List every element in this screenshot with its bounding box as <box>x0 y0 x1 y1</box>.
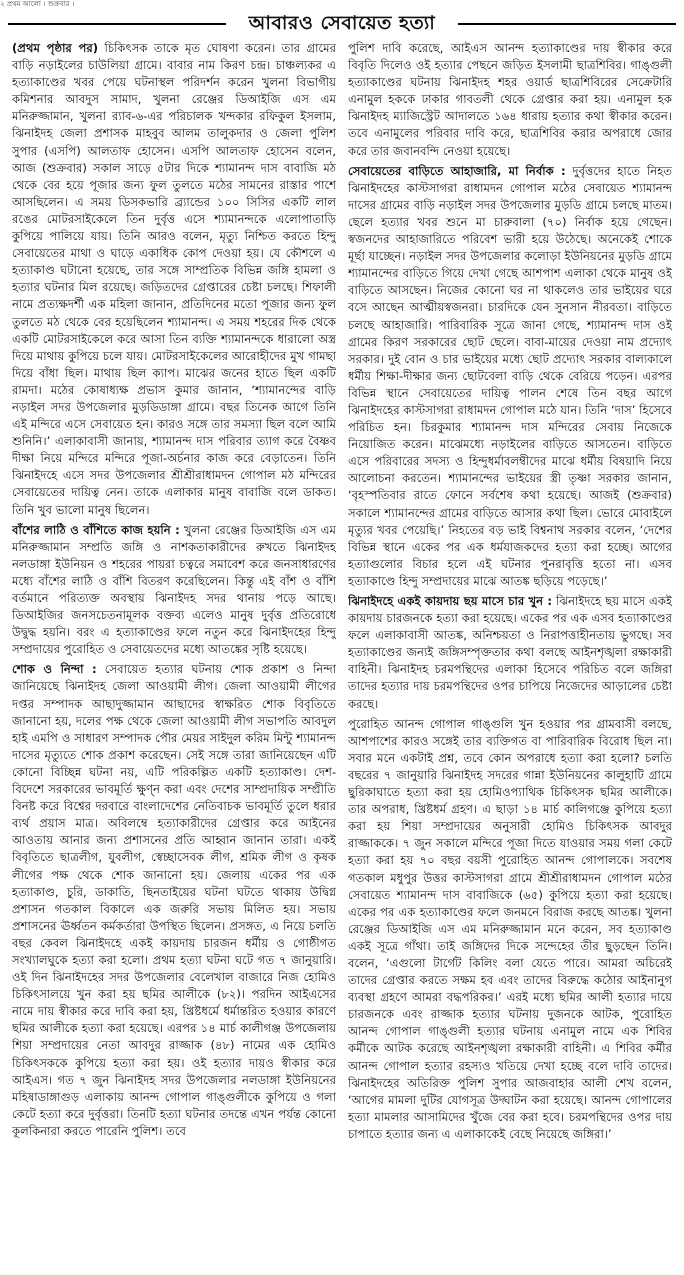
headline-bar <box>8 10 676 36</box>
paragraph-text: ঝিনাইদহে ছয় মাসে একই কায়দায় চারজনকে হত্যা করা হয়েছে। একের পর এক এসব হত্যাকাণ্ডের ফলে এলাকাবাসী আতঙ্ক, অনিশ্চয়তা ও নিরাপত্তাহীনতায় ভুগছে। সব হত্যাকাণ্ডের জন্যই জঙ্গিসম্পৃক্ততার কথা বলছে আইনশৃঙ্খলা রক্ষাকারী বাহিনী। ঝিনাইদহ চরমপন্থিদের এলাকা হিসেবে পরিচিত বলে জঙ্গিরা তাদের হত্যার দায় চরমপন্থিদের ওপর চাপিয়ে নিজেদের আড়ালের চেষ্টা করছে। <box>348 594 672 711</box>
paragraph <box>348 716 672 1143</box>
paragraph <box>348 593 672 713</box>
headline-rule-left <box>8 23 226 25</box>
paragraph-text: সেবায়েত হত্যার ঘটনায় শোক প্রকাশ ও নিন্দা জানিয়েছে ঝিনাইদহ জেলা আওয়ামী লীগ। জেলা আওয়ামী লীগের দপ্তর সম্পাদক আছাদুজ্জামান আছাদের স্বাক্ষরিত শোক বিবৃতিতে জানানো হয়, দলের পক্ষ থেকে জেলা আওয়ামী লীগ সভাপতি আবদুল হাই এমপি ও সাধারণ সম্পাদক পৌর মেয়র সাইদুল করিম মিন্টু শ্যামানন্দ দাসের মৃত্যুতে শোক প্রকাশ করেছেন। সেই সঙ্গে তারা জানিয়েছেন এটি কোনো বিচ্ছিন্ন ঘটনা নয়, এটি পরিকল্পিত একটি হত্যাকাণ্ড। দেশ-বিদেশে সরকারের ভাবমূর্তি ক্ষুণ্ন করা এবং দেশের সাম্প্রদায়িক সম্প্রীতি বিনষ্ট করে বিশ্বের দরবারে বাংলাদেশের নেতিবাচক ভাবমূর্তি তুলে ধরার ব্যর্থ প্রয়াস মাত্র। অবিলম্বে হত্যাকারীদের গ্রেপ্তার করে আইনের আওতায় আনার জন্য প্রশাসনের প্রতি আহ্বান জানান তারা। একই বিবৃতিতে ছাত্রলীগ, যুবলীগ, স্বেচ্ছাসেবক লীগ, শ্রমিক লীগ ও কৃষক লীগের পক্ষ থেকে শোক জানানো হয়। জেলায় একের পর এক হত্যাকাণ্ড, চুরি, ডাকাতি, ছিনতাইয়ের ঘটনা ঘটতে থাকায় উদ্বিগ্ন প্রশাসন গতকাল বিকালে এক জরুরি সভায় মিলিত হয়। সভায় প্রশাসনের ঊর্ধ্বতন কর্মকর্তারা উপস্থিত ছিলেন। প্রসঙ্গত, এ নিয়ে চলতি বছর কেবল ঝিনাইদহে একই কায়দায় চারজন ধর্মীয় ও গোষ্ঠীগত সংখ্যালঘুকে হত্যা করা হলো। প্রথম হত্যা ঘটনা ঘটে গত ৭ জানুয়ারি। ওই দিন ঝিনাইদহের সদর উপজেলার বেলেখাল বাজারে নিজ হোমিও চিকিৎসালয়ে খুন করা হয় ছমির আলীকে (৮২)। পরদিন আইএসের নামে দায় স্বীকার করে দাবি করা হয়, খ্রিষ্টধর্মে ধর্মান্তরিত হওয়ার কারণে ছমির আলীকে হত্যা করা হয়েছে। এরপর ১৪ মার্চ কালীগঞ্জ উপজেলায় শিয়া সম্প্রদায়ের নেতা আবদুর রাজ্জাক (৪৮) নামের এক হোমিও চিকিৎসককে কুপিয়ে হত্যা করা হয়। ওই হত্যার দায়ও স্বীকার করে আইএস। গত ৭ জুন ঝিনাইদহ সদর উপজেলার নলডাঙ্গা ইউনিয়নের মহিষাডাঙ্গাগুড় এলাকায় আনন্দ গোপাল গাঙ্গুলীকে কুপিয়ে ও গলা কেটে হত্যা করে দুর্বৃত্তরা। তিনটি হত্যা ঘটনার তদন্তে এখন পর্যন্ত কোনো কূলকিনারা করতে পারেনি পুলিশ। তবে <box>12 662 336 1138</box>
article-body <box>12 40 672 1272</box>
paragraph <box>12 522 336 659</box>
paragraph-text: পুলিশ দাবি করেছে, আইএস আনন্দ হত্যাকাণ্ডের দায় স্বীকার করে বিবৃতি দিলেও ওই হত্যার পেছনে জড়িত ইসলামী ছাত্রশিবির। গাঙ্গুলী হত্যাকাণ্ডের ঘটনায় ঝিনাইদহ শহর ওয়ার্ড ছাত্রশিবিরের সেক্রেটারি এনামুল হককে ঢাকার গাবতলী থেকে গ্রেপ্তার করা হয়। এনামুল হক ঝিনাইদহ ম্যাজিস্ট্রেট আদালতে ১৬৪ ধারায় হত্যার কথা স্বীকার করেন। তবে এনামুলের পরিবার দাবি করে, ছাত্রশিবির করার অপরাধে জোর করে তার জবানবন্দি নেওয়া হয়েছে। <box>348 41 672 158</box>
paragraph-text: খুলনা রেঞ্জের ডিআইজি এস এম মনিরুজ্জামান সম্প্রতি জঙ্গি ও নাশকতাকারীদের রুখতে ঝিনাইদহ নলডাঙ্গা ইউনিয়ন ও শহরের পায়রা চত্বরে সমাবেশ করে জনসাধারণের মধ্যে বাঁশের লাঠি ও বাঁশি বিতরণ করেছিলেন। কিন্তু এই বাঁশ ও বাঁশি বর্তমানে পরিত্যক্ত অবস্থায় ঝিনাইদহ সদর থানায় পড়ে আছে। ডিআইজির জনসচেতনামূলক বক্তব্য এলেও মানুষ দুর্বৃত্ত প্রতিরোধে উদ্বুদ্ধ হয়নি। বরং এ হত্যাকাণ্ডের ফলে নতুন করে ঝিনাইদহের হিন্দু সম্প্রদায়ের পুরোহিত ও সেবায়েতদের মধ্যে আতঙ্কের সৃষ্টি হয়েছে। <box>12 522 336 657</box>
paragraph-text: পুরোহিত আনন্দ গোপাল গাঙ্গুলি খুন হওয়ার পর গ্রামবাসী বলছে, আশপাশের কারও সঙ্গেই তার ব্যক্তিগত বা পারিবারিক বিরোধ ছিল না। সবার মনে একটাই প্রশ্ন, তবে কোন অপরাধে হত্যা করা হলো? চলতি বছরের ৭ জানুয়ারি ঝিনাইদহ সদরের গান্না ইউনিয়নের কালুহাটি গ্রামে ছুরিকাঘাতে হত্যা করা হয় হোমিওপ্যাথিক চিকিৎসক ছমির আলীকে। তার অপরাধ, খ্রিষ্টধর্ম গ্রহণ। এ ছাড়া ১৪ মার্চ কালিগঞ্জে কুপিয়ে হত্যা করা হয় শিয়া সম্প্রদায়ের অনুসারী হোমিও চিকিৎসক আবদুর রাজ্জাককে। ৭ জুন সকালে মন্দিরে পূজা দিতে যাওয়ার সময় গলা কেটে হত্যা করা হয় ৭০ বছর বয়সী পুরোহিত আনন্দ গোপালকে। সবশেষ গতকাল মধুপুর উত্তর কাস্টসাগরা গ্রামে শ্রীশ্রীরাধামদন গোপাল মঠের সেবায়েত শ্যামানন্দ দাস বাবাজিকে (৬৫) কুপিয়ে হত্যা করা হয়েছে। একের পর এক হত্যাকাণ্ডের ফলে জনমনে বিরাজ করছে আতঙ্ক। খুলনা রেঞ্জের ডিআইজি এস এম মনিরুজ্জামান মনে করেন, সব হত্যাকাণ্ড একই সূত্রে গাঁথা। তাই জঙ্গিদের দিকে সন্দেহের তীর ছুড়ছেন তিনি। বলেন, ‘এগুলো টার্গেট কিলিং বলা যেতে পারে। আমরা অচিরেই তাদের গ্রেপ্তার করতে সক্ষম হব এবং তাদের বিরুদ্ধে কঠোর আইনানুগ ব্যবস্থা গ্রহণে আমরা বদ্ধপরিকর।’ এরই মধ্যে ছমির আলী হত্যার দায়ে চারজনকে এবং রাজ্জাক হত্যার ঘটনায় দুজনকে আটক, পুরোহিত আনন্দ গোপাল গাঙ্গুলী হত্যার ঘটনায় এনামুল নামে এক শিবির কর্মীকে আটক করেছে আইনশৃঙ্খলা রক্ষাকারী বাহিনী। এ শিবির কর্মীর আনন্দ গোপাল হত্যার রহস্যও খতিয়ে দেখা হচ্ছে বলে দাবি তাদের। ঝিনাইদহের অতিরিক্ত পুলিশ সুপার আজবাহার আলী শেখ বলেন, ‘আগের মামলা দুটির যোগসূত্র উদ্ঘাটন করা হয়েছে। আনন্দ গোপালের হত্যা মামলার আসামিদের খুঁজে বের করা হবে। চরমপন্থিদের ওপর দায় চাপাতে হত্যার জন্য এ এলাকাকেই বেছে নিয়েছে জঙ্গিরা।’ <box>348 716 672 1141</box>
subheading: ঝিনাইদহে একই কায়দায় ছয় মাসে চার খুন : <box>348 594 553 608</box>
subheading: শোক ও নিন্দা : <box>12 662 97 677</box>
headline: আবারও সেবায়েত হত্যা <box>248 12 436 34</box>
paragraph-lead: (প্রথম পৃষ্ঠার পর) <box>12 41 99 55</box>
subheading: বাঁশের লাঠি ও বাঁশিতে কাজ হয়নি : <box>12 522 180 537</box>
paragraph <box>12 40 336 519</box>
paragraph <box>12 661 336 1140</box>
page-header-strip: ২ প্রথম আলো । শুক্রবার । <box>0 0 75 8</box>
paragraph-text: চিকিৎসক তাকে মৃত ঘোষণা করেন। তার গ্রামের বাড়ি নড়াইলের চাউলিয়া গ্রামে। বাবার নাম কিরণ চন্দ্র। চাঞ্চল্যকর এ হত্যাকাণ্ডের খবর পেয়ে ঘটনাস্থল পরিদর্শন করেন খুলনা বিভাগীয় কমিশনার আবদুস সামাদ, খুলনা রেঞ্জের ডিআইজি এস এম মনিরুজ্জামান, খুলনা র‌্যাব-৬-এর পরিচালক খন্দকার রফিকুল ইসলাম, ঝিনাইদহ জেলা প্রশাসক মাহবুব আলম তালুকদার ও জেলা পুলিশ সুপার (এসপি) আলতাফ হোসেন। এসপি আলতাফ হোসেন বলেন, আজ (শুক্রবার) সকাল সাড়ে ৫টার দিকে শ্যামানন্দ দাস বাবাজি মঠ থেকে বের হয়ে পূজার জন্য ফুল তুলতে মঠের সামনের রাস্তার পাশে আসছিলেন। এ সময় ডিসকভারি ব্র্যান্ডের ১০০ সিসির একটি লাল রঙের মোটরসাইকেলে তিন দুর্বৃত্ত এসে শ্যামানন্দকে এলোপাতাড়ি কুপিয়ে পালিয়ে যায়। তিনি আরও বলেন, মৃত্যু নিশ্চিত করতে হিন্দু সেবায়েতের মাথা ও ঘাড়ে একাধিক কোপ দেওয়া হয়। যে কৌশলে এ হত্যাকাণ্ড ঘটানো হয়েছে, তার সঙ্গে সাম্প্রতিক বিভিন্ন জঙ্গি হামলা ও হত্যার ঘটনার মিল রয়েছে। জড়িতদের গ্রেপ্তারের চেষ্টা চলছে। শিফালী নামে প্রত্যক্ষদর্শী এক মহিলা জানান, প্রতিদিনের মতো পূজার জন্য ফুল তুলতে মঠ থেকে বের হয়েছিলেন শ্যামানন্দ। এ সময় শহরের দিক থেকে একটি মোটরসাইকেলে করে আসা তিন ব্যক্তি শ্যামানন্দকে ধারালো অস্ত্র দিয়ে মাথায় কুপিয়ে চলে যায়। মোটরসাইকেলের আরোহীদের মুখ গামছা দিয়ে বাঁধা ছিল। মাথায় ছিল ক্যাপ। মাঝের জনের হাতে ছিল একটি রামদা। মঠের কোষাধ্যক্ষ প্রভাস কুমার জানান, ‘শ্যামানন্দের বাড়ি নড়াইল সদর উপজেলার মুড়ডিডাঙ্গা গ্রামে। বছর তিনেক আগে তিনি এই মন্দিরে এসে সেবায়েত হন। কারও সঙ্গে তার সমস্যা ছিল বলে আমি শুনিনি।’ এলাকাবাসী জানায়, শ্যামানন্দ দাস পরিবার ত্যাগ করে বৈষ্ণব দীক্ষা নিয়ে মন্দিরে মন্দিরে পূজা-অর্চনার কাজ করে বেড়াতেন। তিনি ঝিনাইদহে এসে সদর উপজেলার শ্রীশ্রীরাধামদন গোপাল মঠ মন্দিরের সেবায়েতের দায়িত্ব নেন। তাকে এলাকার মানুষ বাবাজি বলে ডাকত। তিনি খুব ভালো মানুষ ছিলেন। <box>12 41 336 517</box>
paragraph-text: দুর্বৃত্তদের হাতে নিহত ঝিনাইদহের কাস্টসাগরা রাধামদন গোপাল মঠের সেবায়েত শ্যামানন্দ দাসের গ্রামের বাড়ি নড়াইল সদর উপজেলার মুড়ডি গ্রামে চলছে মাতম। ছেলে হত্যার খবর শুনে মা চারুবালা (৭০) নির্বাক হয়ে গেছেন। স্বজনদের আহাজারিতে পরিবেশ ভারী হয়ে উঠেছে। অনেকেই শোকে মূর্ছা যাচ্ছেন। নড়াইল সদর উপজেলার কলোড়া ইউনিয়নের মুড়ডি গ্রামে শ্যামানন্দের বাড়িতে গিয়ে দেখা গেছে আশপাশ এলাকা থেকে মানুষ ওই বাড়িতে আসছেন। নিজের কোনো ঘর না থাকলেও তার ভাইয়ের ঘরে বসে আছেন আত্মীয়স্বজনরা। চারদিকে যেন সুনসান নীরবতা। বাড়িতে চলছে আহাজারি। পারিবারিক সূত্রে জানা গেছে, শ্যামানন্দ দাস ওই গ্রামের কিরণ সরকারের ছোট ছেলে। বাবা-মায়ের দেওয়া নাম প্রদ্যোৎ সরকার। দুই বোন ও চার ভাইয়ের মধ্যে ছোট প্রদ্যোৎ সরকার বাল্যকালে ধর্মীয় শিক্ষা-দীক্ষার জন্য ছোটবেলা বাড়ি থেকে বেরিয়ে পড়েন। এরপর বিভিন্ন স্থানে সেবায়েতের দায়িত্ব পালন শেষে তিন বছর আগে ঝিনাইদহের কাস্টসাগরা রাধামদন গোপাল মঠে যান। তিনি ‘দাস’ হিসেবে পরিচিত হন। চিরকুমার শ্যামানন্দ দাস মন্দিরের সেবায় নিজেকে নিয়োজিত করেন। মাঝেমধ্যে নড়াইলের বাড়িতে আসতেন। বাড়িতে এসে পরিবারের সদস্য ও হিন্দুধর্মাবলম্বীদের মাঝে ধর্মীয় বিষয়াদি নিয়ে আলোচনা করতেন। শ্যামানন্দের ভাইয়ের স্ত্রী তৃষ্ণা সরকার জানান, ‘বৃহস্পতিবার রাতে ফোনে সর্বশেষ কথা হয়েছে। আজই (শুক্রবার) সকালে শ্যামানন্দের গ্রামের বাড়িতে আসার কথা ছিল। ভোরে মোবাইলে মৃত্যুর খবর পেয়েছি।’ নিহতের বড় ভাই বিশ্বনাথ সরকার বলেন, ‘দেশের বিভিন্ন স্থানে একের পর এক ধর্মযাজকদের হত্যা করা হচ্ছে। আগের হত্যাগুলোর বিচার হলে এই ঘটনার পুনরাবৃত্তি হতো না। এসব হত্যাকাণ্ডে হিন্দু সম্প্রদায়ের মাঝে আতঙ্ক ছড়িয়ে পড়েছে।’ <box>348 163 672 588</box>
headline-rule-right <box>458 23 676 25</box>
article-column-2 <box>348 40 672 1272</box>
paragraph <box>348 40 672 160</box>
subheading: সেবায়েতের বাড়িতে আহাজারি, মা নির্বাক : <box>348 163 566 178</box>
paragraph <box>348 163 672 590</box>
article-column-1 <box>12 40 336 1272</box>
